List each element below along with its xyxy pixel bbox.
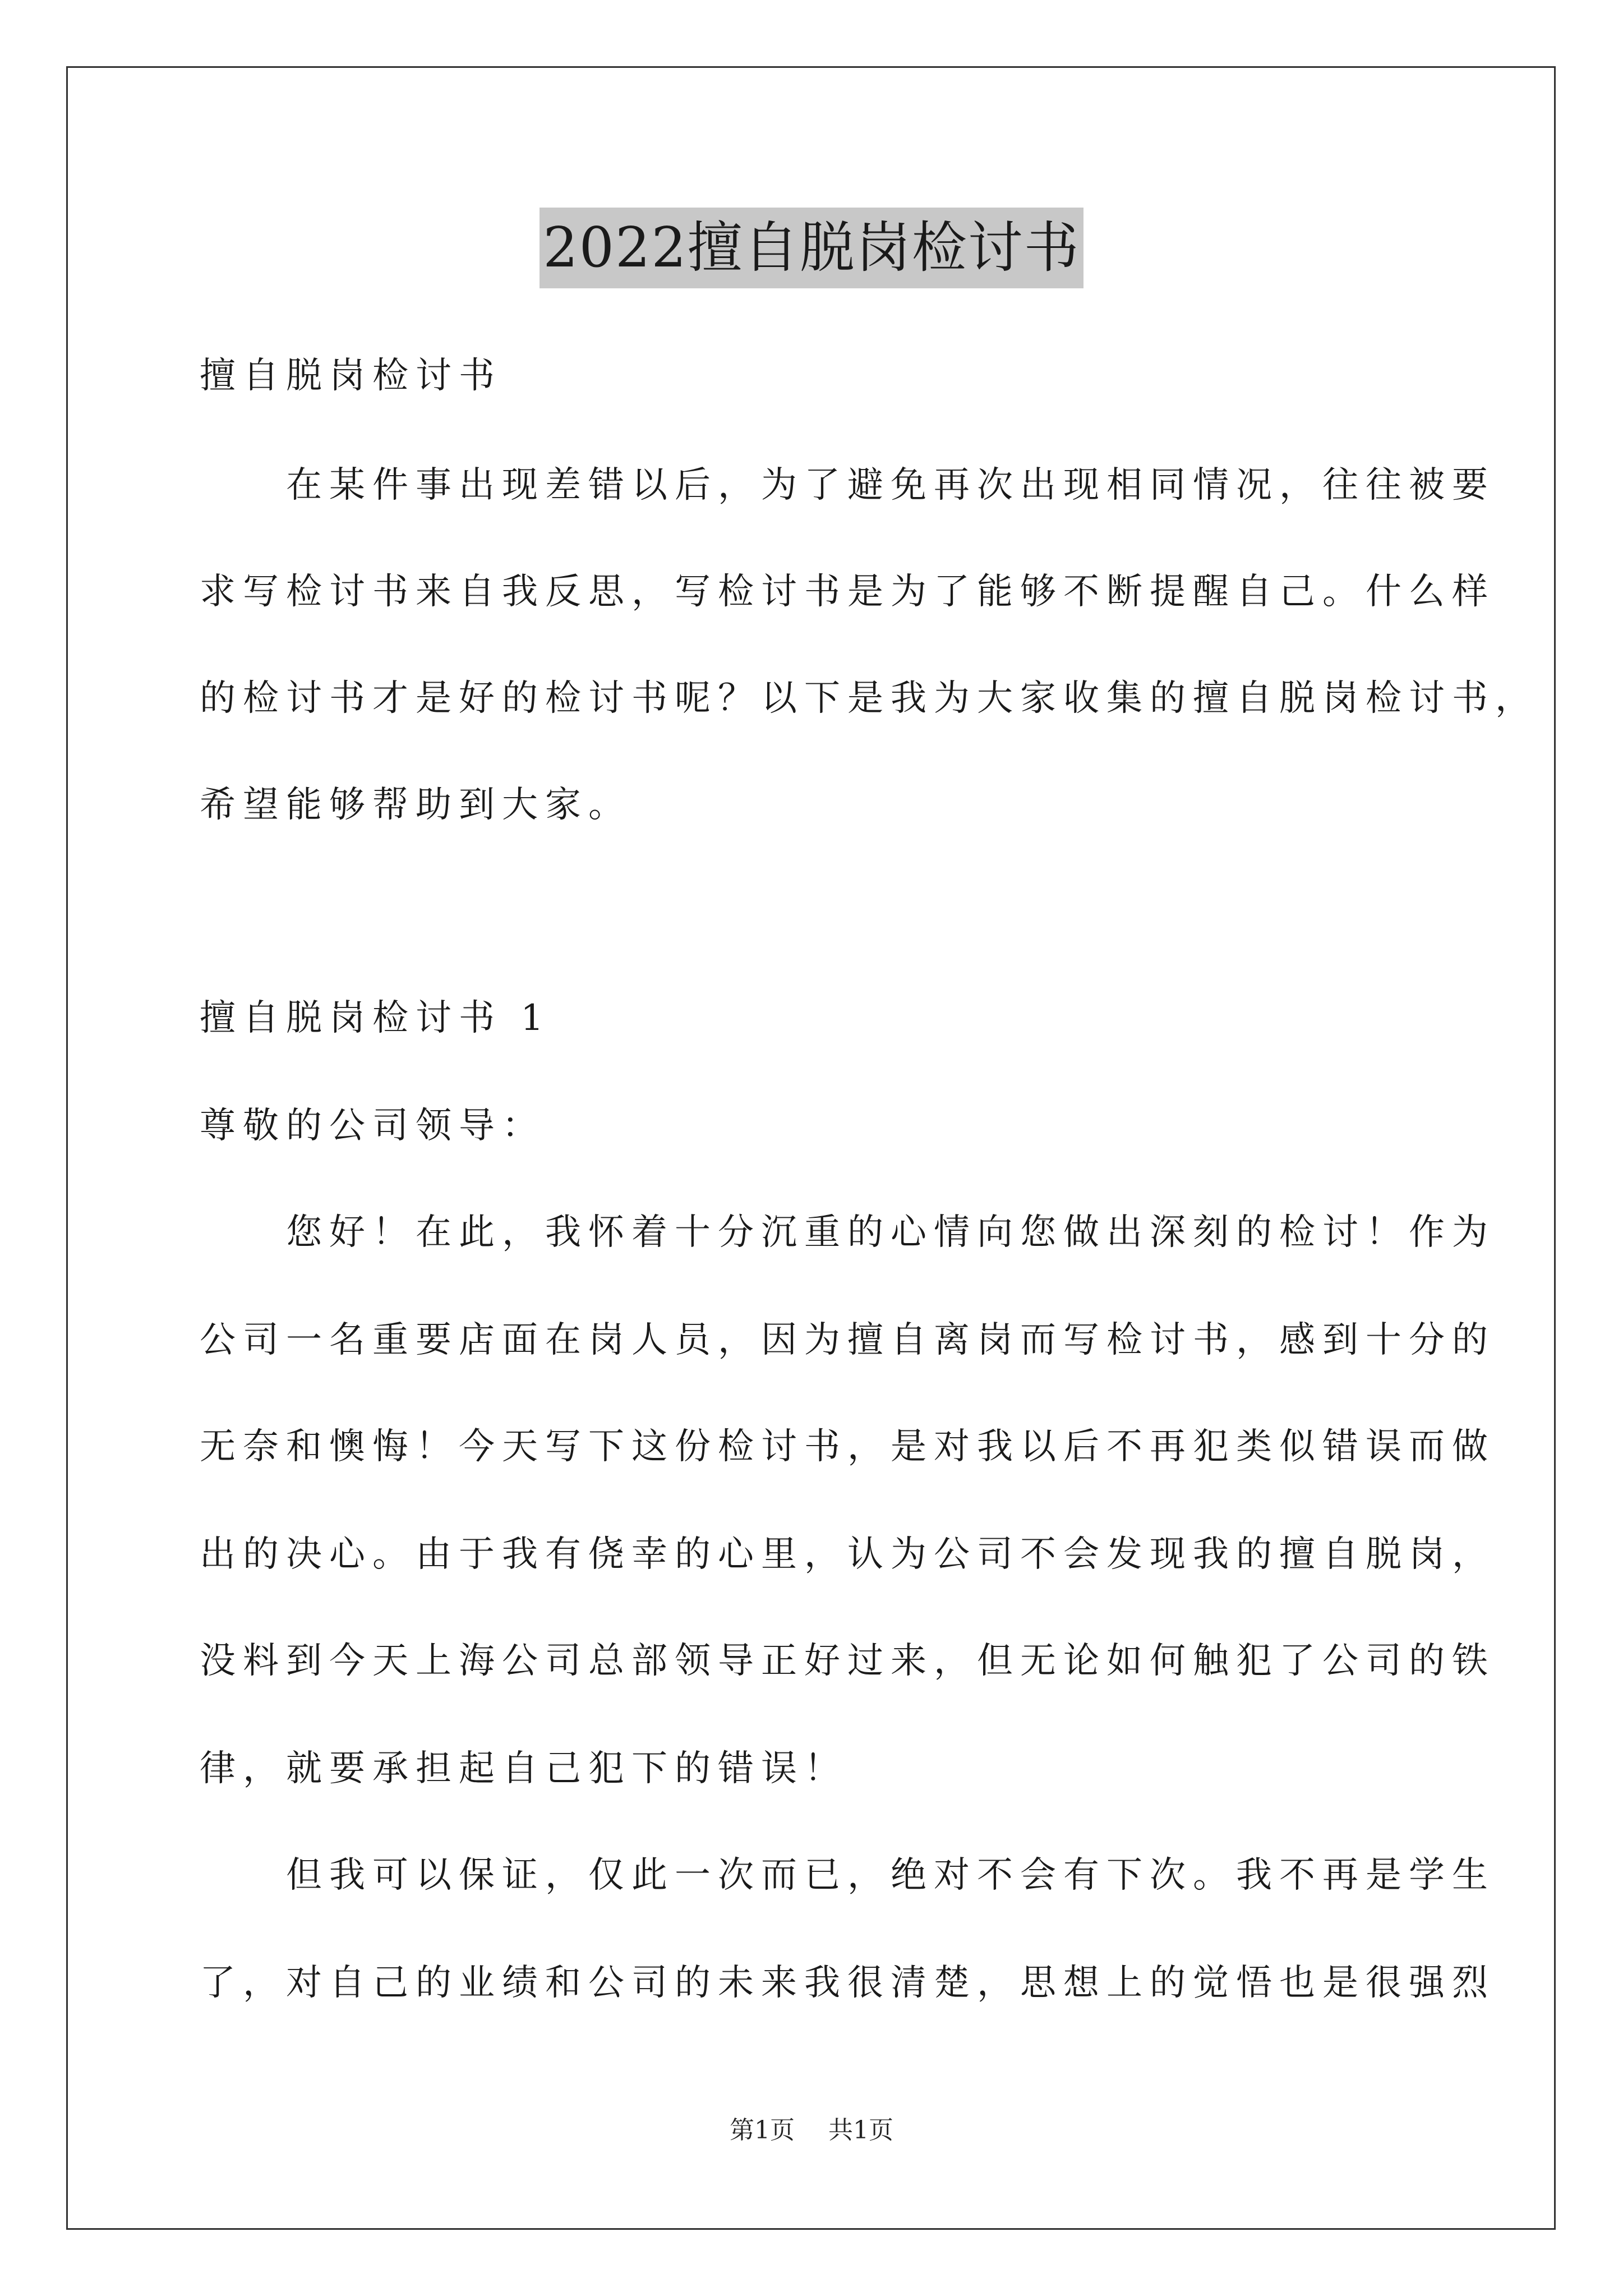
paragraph-line: 公司一名重要店面在岗人员，因为擅自离岗而写检讨书，感到十分的 [200,1319,1495,1361]
title-container [0,208,1623,288]
paragraph-line: 律，就要承担起自己犯下的错误！ [200,1748,847,1789]
paragraph-line: 无奈和懊悔！今天写下这份检讨书，是对我以后不再犯类似错误而做 [200,1426,1495,1467]
paragraph-line: 没料到今天上海公司总部领导正好过来，但无论如何触犯了公司的铁 [200,1640,1495,1682]
paragraph-line: 的检讨书才是好的检讨书呢？以下是我为大家收集的擅自脱岗检讨书， [200,678,1538,719]
section-heading: 擅自脱岗检讨书 1 [200,997,551,1039]
paragraph-line: 您好！在此，我怀着十分沉重的心情向您做出深刻的检讨！作为 [200,1212,1495,1253]
document-title: 2022擅自脱岗检讨书 [540,208,1083,288]
paragraph-line: 出的决心。由于我有侥幸的心里，认为公司不会发现我的擅自脱岗， [200,1534,1495,1575]
paragraph-line: 在某件事出现差错以后，为了避免再次出现相同情况，往往被要 [200,464,1495,506]
page-total: 共1页 [828,2116,893,2145]
page-number: 第1页 [730,2116,795,2145]
salutation: 尊敬的公司领导： [200,1105,545,1147]
paragraph-line: 但我可以保证，仅此一次而已，绝对不会有下次。我不再是学生 [200,1855,1495,1896]
section-heading: 擅自脱岗检讨书 [200,355,502,397]
page-footer [0,2114,1623,2147]
paragraph-line: 求写检讨书来自我反思，写检讨书是为了能够不断提醒自己。什么样 [200,571,1495,613]
paragraph-line: 希望能够帮助到大家。 [200,784,631,826]
paragraph-line: 了，对自己的业绩和公司的未来我很清楚，思想上的觉悟也是很强烈 [200,1962,1495,2004]
